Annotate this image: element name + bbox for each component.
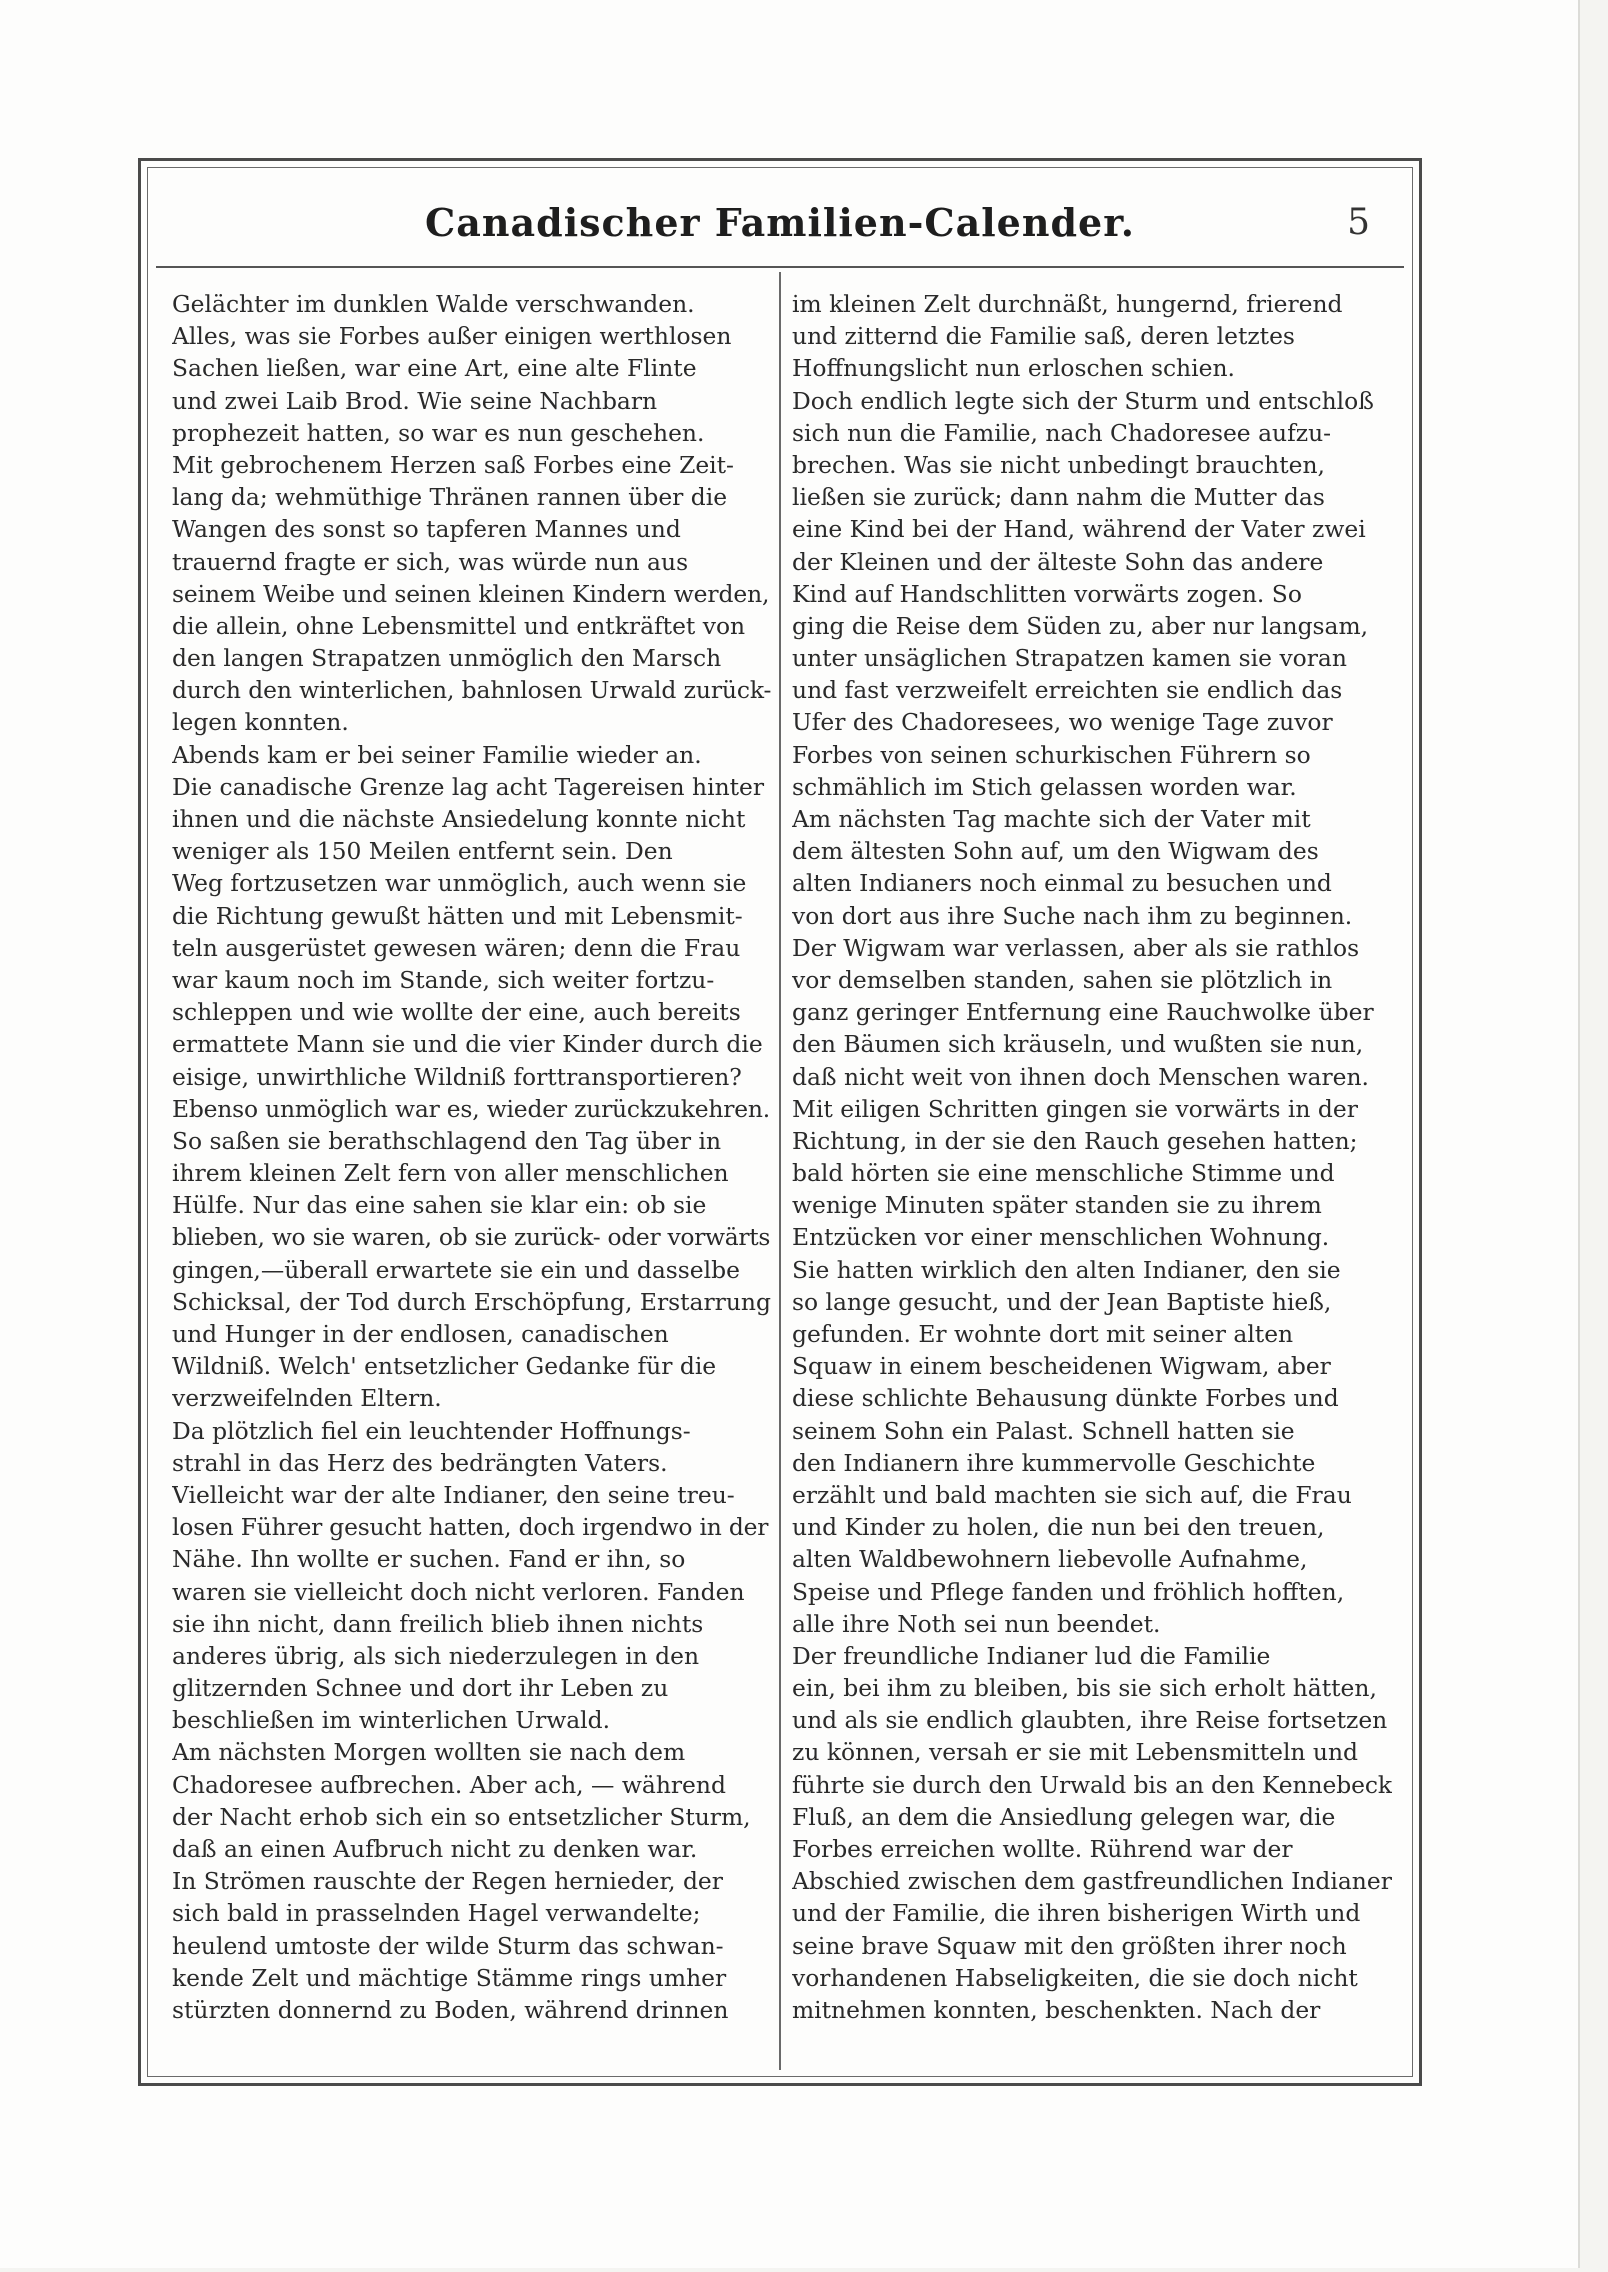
text-line: sie ihn nicht, dann freilich blieb ihnen nichts [172, 1609, 704, 1638]
text-line: ein, bei ihm zu bleiben, bis sie sich erholt hätten, [792, 1674, 1377, 1703]
text-line: Doch endlich legte sich der Sturm und entschloß [792, 386, 1374, 415]
text-line: zu können, versah er sie mit Lebensmitteln und [792, 1738, 1359, 1767]
text-line: sich bald in prasselnden Hagel verwandelte; [172, 1899, 701, 1928]
text-line: ging die Reise dem Süden zu, aber nur langsam, [792, 611, 1369, 640]
text-line: ihnen und die nächste Ansiedelung konnte nicht [172, 805, 746, 833]
text-line: anderes übrig, als sich niederzulegen in den [172, 1641, 700, 1670]
text-line: und als sie endlich glaubten, ihre Reise fortsetzen [792, 1706, 1388, 1735]
text-line: seine brave Squaw mit den größten ihrer noch [792, 1931, 1347, 1960]
text-line: Der freundliche Indianer lud die Familie [792, 1641, 1271, 1670]
text-line: von dort aus ihre Suche nach ihm zu beginnen. [792, 901, 1353, 930]
text-line: verzweifelnden Eltern. [172, 1384, 442, 1413]
text-line: Wangen des sonst so tapferen Mannes und [172, 515, 681, 544]
text-line: sich nun die Familie, nach Chadoresee aufzu- [792, 418, 1332, 447]
running-header [150, 200, 1410, 250]
text-line: so lange gesucht, und der Jean Baptiste hieß, [792, 1287, 1332, 1316]
column-divider [779, 272, 781, 2070]
text-line: schmählich im Stich gelassen worden war. [792, 772, 1297, 801]
text-line: Am nächsten Tag machte sich der Vater mit [792, 805, 1311, 833]
text-line: Wildniß. Welch' entsetzlicher Gedanke für die [172, 1352, 717, 1381]
text-line: die allein, ohne Lebensmittel und entkräftet von [172, 611, 746, 640]
text-line: daß nicht weit von ihnen doch Menschen waren. [792, 1062, 1369, 1091]
text-line: die Richtung gewußt hätten und mit Lebensmit- [172, 901, 743, 930]
text-line: Ufer des Chadoresees, wo wenige Tage zuvor [792, 708, 1333, 737]
text-line: Ebenso unmöglich war es, wieder zurückzukehren. [172, 1094, 770, 1123]
text-line: wenige Minuten später standen sie zu ihrem [792, 1191, 1322, 1220]
text-line: Mit eiligen Schritten gingen sie vorwärts in der [792, 1094, 1358, 1123]
text-line: eine Kind bei der Hand, während der Vater zwei [792, 515, 1366, 544]
text-line: seinem Weibe und seinen kleinen Kindern werden, [172, 579, 770, 608]
text-line: führte sie durch den Urwald bis an den Kennebeck [792, 1770, 1392, 1799]
text-line: und fast verzweifelt erreichten sie endlich das [792, 676, 1343, 705]
text-line: mitnehmen konnten, beschenkten. Nach der [792, 1995, 1321, 2024]
text-line: Sachen ließen, war eine Art, eine alte Flinte [172, 354, 697, 383]
text-line: Hoffnungslicht nun erloschen schien. [792, 354, 1235, 383]
header-rule [156, 266, 1404, 268]
text-line: der Nacht erhob sich ein so entsetzlicher Sturm, [172, 1802, 751, 1831]
text-line: unter unsäglichen Strapatzen kamen sie voran [792, 644, 1347, 673]
text-line: durch den winterlichen, bahnlosen Urwald zurück- [172, 676, 772, 705]
text-line: Gelächter im dunklen Walde verschwanden. [172, 290, 695, 318]
text-line: heulend umtoste der wilde Sturm das schwan- [172, 1931, 724, 1960]
text-line: im kleinen Zelt durchnäßt, hungernd, frierend [792, 290, 1343, 318]
text-line: und zwei Laib Brod. Wie seine Nachbarn [172, 386, 658, 415]
text-line: Weg fortzusetzen war unmöglich, auch wenn sie [172, 869, 747, 898]
text-line: und zitternd die Familie saß, deren letztes [792, 322, 1295, 351]
text-line: vorhandenen Habseligkeiten, die sie doch nicht [792, 1963, 1358, 1992]
text-line: glitzernden Schnee und dort ihr Leben zu [172, 1674, 669, 1703]
text-line: In Strömen rauschte der Regen hernieder, der [172, 1867, 723, 1896]
text-line: und Hunger in der endlosen, canadischen [172, 1320, 669, 1348]
text-line: ließen sie zurück; dann nahm die Mutter das [792, 483, 1325, 512]
text-line: und Kinder zu holen, die nun bei den treuen, [792, 1513, 1325, 1542]
text-line: legen konnten. [172, 708, 349, 737]
text-line: den Indianern ihre kummervolle Geschichte [792, 1448, 1316, 1477]
text-line: daß an einen Aufbruch nicht zu denken war. [172, 1835, 698, 1863]
text-line: strahl in das Herz des bedrängten Vaters. [172, 1448, 668, 1477]
text-line: seinem Sohn ein Palast. Schnell hatten sie [792, 1416, 1295, 1445]
text-line: und der Familie, die ihren bisherigen Wirth und [792, 1899, 1361, 1928]
text-line: Fluß, an dem die Ansiedlung gelegen war, die [792, 1802, 1336, 1831]
text-line: beschließen im winterlichen Urwald. [172, 1706, 611, 1735]
text-line: Vielleicht war der alte Indianer, den seine treu- [172, 1480, 735, 1509]
text-line: Mit gebrochenem Herzen saß Forbes eine Zeit- [172, 450, 734, 479]
text-line: kende Zelt und mächtige Stämme rings umher [172, 1963, 727, 1992]
text-line: den Bäumen sich kräuseln, und wußten sie nun, [792, 1030, 1364, 1059]
text-line: ganz geringer Entfernung eine Rauchwolke über [792, 998, 1374, 1027]
text-line: Kind auf Handschlitten vorwärts zogen. So [792, 579, 1302, 608]
text-line: alten Indianers noch einmal zu besuchen und [792, 869, 1332, 898]
text-line: dem ältesten Sohn auf, um den Wigwam des [792, 837, 1319, 866]
text-line: Hülfe. Nur das eine sahen sie klar ein: ob sie [172, 1191, 707, 1220]
text-line: diese schlichte Behausung dünkte Forbes und [792, 1384, 1339, 1413]
text-line: Abschied zwischen dem gastfreundlichen Indianer [792, 1867, 1392, 1896]
text-line: alle ihre Noth sei nun beendet. [792, 1609, 1161, 1638]
text-line: Squaw in einem bescheidenen Wigwam, aber [792, 1352, 1331, 1381]
text-line: war kaum noch im Stande, sich weiter fortzu- [172, 965, 715, 994]
text-line: gingen,—überall erwartete sie ein und dasselbe [172, 1255, 740, 1284]
text-line: ihrem kleinen Zelt fern von aller menschlichen [172, 1159, 729, 1188]
text-line: schleppen und wie wollte der eine, auch bereits [172, 998, 741, 1027]
text-line: Forbes von seinen schurkischen Führern so [792, 740, 1311, 769]
text-line: Sie hatten wirklich den alten Indianer, den sie [792, 1255, 1341, 1284]
text-line: Richtung, in der sie den Rauch gesehen hatten; [792, 1126, 1358, 1155]
text-line: Forbes erreichen wollte. Rührend war der [792, 1835, 1293, 1863]
text-line: bald hörten sie eine menschliche Stimme und [792, 1159, 1335, 1188]
text-line: gefunden. Er wohnte dort mit seiner alten [792, 1320, 1294, 1348]
text-line: Alles, was sie Forbes außer einigen werthlosen [172, 322, 732, 351]
text-line: Abends kam er bei seiner Familie wieder an. [172, 740, 702, 769]
text-line: So saßen sie berathschlagend den Tag über in [172, 1126, 722, 1155]
text-line: der Kleinen und der älteste Sohn das andere [792, 547, 1324, 576]
text-line: Speise und Pflege fanden und fröhlich hofften, [792, 1577, 1345, 1606]
text-line: weniger als 150 Meilen entfernt sein. Den [172, 837, 673, 866]
left-column [172, 288, 772, 2026]
text-line: erzählt und bald machten sie sich auf, die Frau [792, 1480, 1352, 1509]
text-line: losen Führer gesucht hatten, doch irgendwo in der [172, 1513, 769, 1542]
text-line: Schicksal, der Tod durch Erschöpfung, Erstarrung [172, 1287, 771, 1316]
text-line: prophezeit hatten, so war es nun geschehen. [172, 418, 705, 447]
text-line: lang da; wehmüthige Thränen rannen über die [172, 483, 728, 512]
text-line: Da plötzlich fiel ein leuchtender Hoffnungs- [172, 1416, 691, 1445]
text-line: stürzten donnernd zu Boden, während drinnen [172, 1995, 729, 2024]
text-line: Die canadische Grenze lag acht Tagereisen hinter [172, 772, 765, 801]
text-line: Am nächsten Morgen wollten sie nach dem [172, 1738, 686, 1767]
text-line: waren sie vielleicht doch nicht verloren. Fanden [172, 1577, 745, 1606]
text-line: blieben, wo sie waren, ob sie zurück- oder vorwärts [172, 1223, 771, 1252]
text-line: trauernd fragte er sich, was würde nun aus [172, 547, 689, 576]
text-line: ermattete Mann sie und die vier Kinder durch die [172, 1030, 763, 1059]
header-title: Canadischer Familien-Calender. [425, 200, 1135, 245]
text-line: Nähe. Ihn wollte er suchen. Fand er ihn, so [172, 1545, 686, 1574]
right-column [792, 288, 1392, 2026]
text-line: vor demselben standen, sahen sie plötzlich in [792, 965, 1333, 994]
text-line: Chadoresee aufbrechen. Aber ach, — während [172, 1770, 726, 1799]
page-number: 5 [1347, 202, 1370, 243]
text-line: brechen. Was sie nicht unbedingt brauchten, [792, 450, 1325, 479]
text-line: eisige, unwirthliche Wildniß forttransportieren? [172, 1062, 742, 1091]
text-line: den langen Strapatzen unmöglich den Marsch [172, 644, 722, 673]
text-line: Entzücken vor einer menschlichen Wohnung. [792, 1223, 1330, 1252]
text-line: alten Waldbewohnern liebevolle Aufnahme, [792, 1545, 1308, 1574]
text-line: Der Wigwam war verlassen, aber als sie rathlos [792, 933, 1360, 962]
text-line: teln ausgerüstet gewesen wären; denn die Frau [172, 933, 741, 962]
